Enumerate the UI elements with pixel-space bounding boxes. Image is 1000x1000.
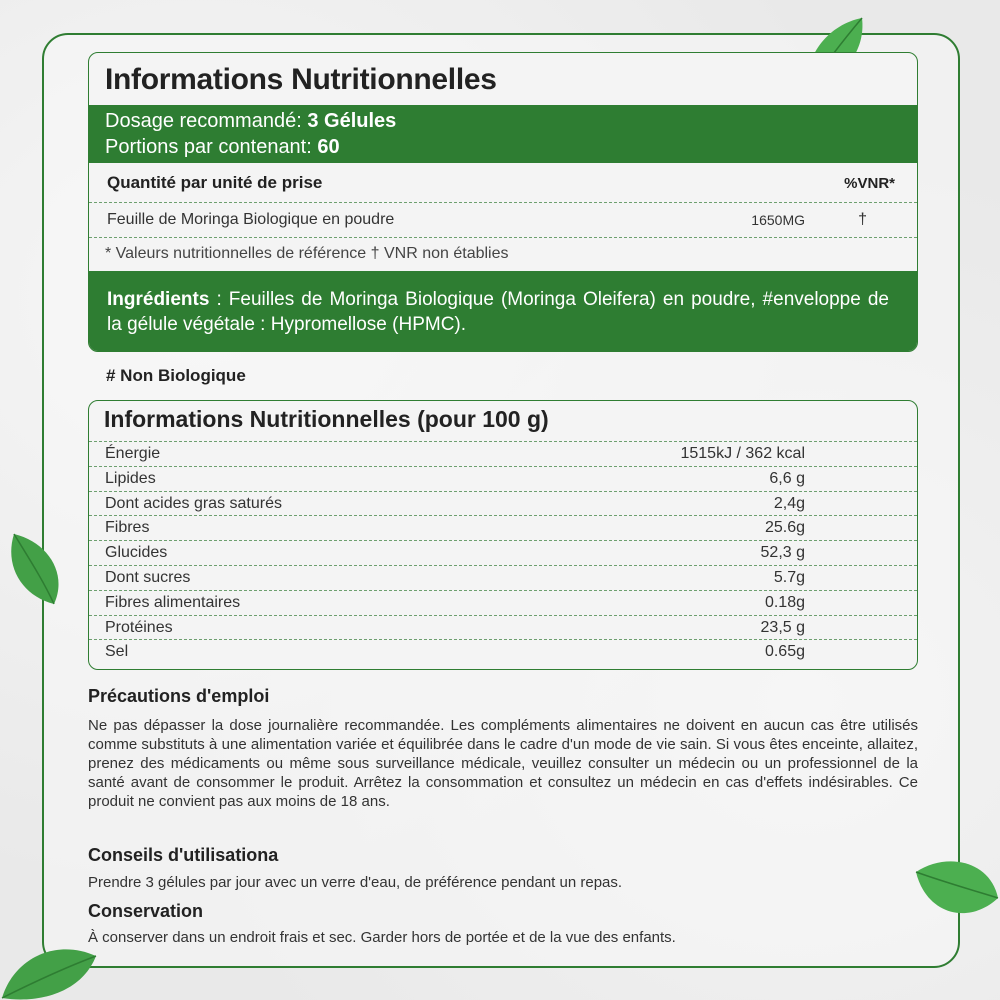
nutrient-value: 2,4g (773, 494, 805, 512)
header-quantity: Quantité par unité de prise (107, 173, 323, 192)
nutrient-label: Sel (105, 643, 129, 661)
nutrient-value: 6,6 g (769, 469, 805, 487)
nutrition-panel (88, 400, 918, 670)
dosage-label: Dosage recommandé: (105, 110, 308, 132)
storage-text: À conserver dans un endroit frais et sec. Garder hors de portée et de la vue des enfants. (88, 929, 676, 946)
nutrient-label: Lipides (105, 469, 156, 487)
nutrient-label: Protéines (105, 618, 173, 636)
portions-label: Portions par contenant: (105, 136, 318, 158)
nutrient-value: 25.6g (764, 519, 805, 537)
ingredients-band (89, 271, 917, 352)
dosage-band (89, 105, 917, 163)
precautions-title: Précautions d'emploi (88, 686, 270, 706)
leaf-icon (912, 852, 1000, 928)
table-row (89, 492, 917, 517)
table-row (89, 640, 917, 665)
nutrient-value: 23,5 g (760, 618, 805, 636)
table-row (89, 566, 917, 591)
header-vnr: %VNR* (844, 175, 895, 192)
nutrient-label: Énergie (105, 445, 161, 462)
table-row (89, 203, 917, 238)
table-row (89, 516, 917, 541)
table-row (89, 616, 917, 641)
storage-title: Conservation (88, 901, 204, 921)
panel-title: Informations Nutritionnelles (105, 63, 497, 96)
supplement-facts-panel (88, 52, 918, 352)
leaf-icon (0, 938, 98, 1000)
nutrient-value: 0.65g (764, 643, 805, 661)
table-row (89, 467, 917, 492)
nutrient-value: 5.7g (773, 568, 805, 586)
nutrient-label: Dont acides gras saturés (105, 494, 282, 512)
dosage-line (105, 108, 917, 134)
nutrient-label: Fibres alimentaires (105, 593, 241, 611)
nutrient-value: 0.18g (764, 593, 805, 611)
table-header (89, 163, 917, 203)
precautions-text: Ne pas dépasser la dose journalière recommandée. Les compléments alimentaires ne doivent en aucun cas être utilisés comme substituts à une alimentation variée et équilibrée dans le cadre d'un mode de vie sain. Si vous êtes enceinte, allaitez, prenez des médicaments ou même sous surveillance médicale, veuillez consulter un médecin ou un professionnel de la santé avant de consommer le produit. Arrêtez la consommation et consultez un médecin en cas d'effets indésirables. Ce produit ne convient pas aux moins de 18 ans. (88, 717, 918, 810)
item-amount: 1650MG (751, 212, 805, 228)
leaf-icon (4, 530, 66, 608)
nutrient-label: Dont sucres (105, 568, 191, 586)
item-vnr: † (858, 211, 867, 228)
dosage-value: 3 Gélules (307, 110, 397, 132)
ingredients-label: Ingrédients (107, 289, 210, 310)
portions-line (105, 134, 917, 160)
usage-text: Prendre 3 gélules par jour avec un verre d'eau, de préférence pendant un repas. (88, 874, 623, 891)
nutrient-value: 1515kJ / 362 kcal (680, 445, 805, 462)
portions-value: 60 (317, 136, 340, 158)
nutrient-label: Glucides (105, 544, 168, 562)
item-name: Feuille de Moringa Biologique en poudre (107, 211, 395, 228)
nutrient-value: 52,3 g (760, 544, 805, 562)
non-bio-note: # Non Biologique (106, 366, 246, 385)
nutrition-title: Informations Nutritionnelles (pour 100 g) (89, 401, 917, 442)
nutrient-label: Fibres (105, 519, 150, 537)
usage-title: Conseils d'utilisationa (88, 845, 279, 865)
ingredients-text: : Feuilles de Moringa Biologique (Moringa Oleifera) en poudre, #enveloppe de la gélule végétale : Hypromellose (HPMC). (107, 289, 889, 335)
table-row (89, 541, 917, 566)
footnote: * Valeurs nutritionnelles de référence † VNR non établies (105, 245, 509, 262)
table-row (89, 442, 917, 467)
table-row (89, 591, 917, 616)
